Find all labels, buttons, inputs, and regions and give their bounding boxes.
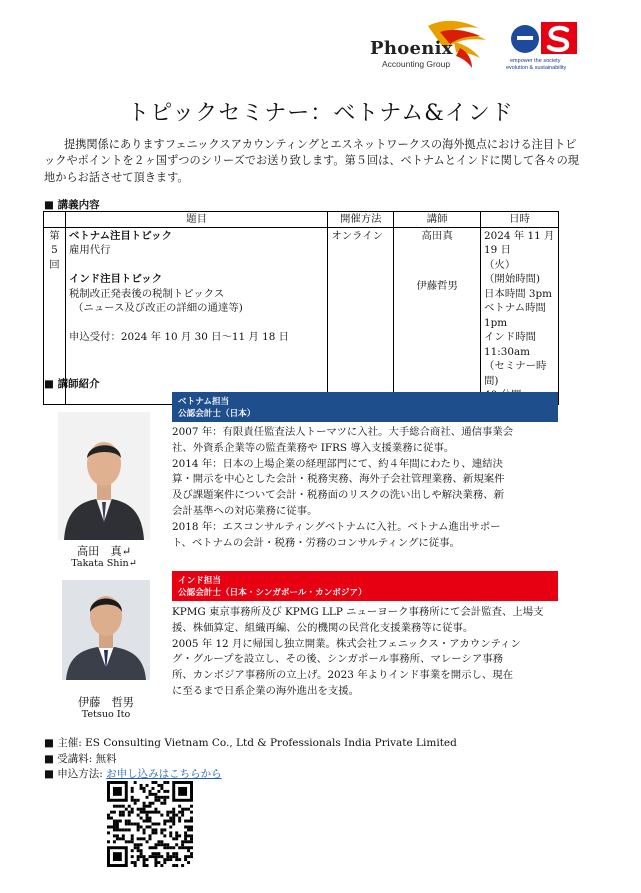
speaker1-region: ベトナム担当 xyxy=(178,396,230,406)
topic1-sub: 雇用代行 xyxy=(68,244,111,256)
speaker1-bio: 2007 年：有限責任監査法人トーマツに入社。大手総合商社、通信事業会 社、外資系企業等の監査業務や IFRS 導入支援業務に従事。 2014 年：日本の上場企業の経理部門にて、約４年間にわたり、連結決 算・開示を中心とした会計・税務実務、海外子会社管理業務、新規案件 及び課題案件について会計・税務面のリスクの洗い出しや解決業務、新 会計基準への対応業務に従事。 2018 年：エスコンサルティングベトナムに入社。ベトナム進出サポー ト、ベトナムの会計・税務・労務のコンサルティングに従事。 xyxy=(172,426,514,549)
speaker1-name-en: Takata Shin↵ xyxy=(71,558,137,569)
qr-code-icon[interactable] xyxy=(106,781,194,867)
lecture-table xyxy=(43,211,559,405)
header-empty xyxy=(44,212,66,228)
es-tagline-1: empower the society xyxy=(510,58,561,64)
header-lecturer: 講師 xyxy=(394,212,481,228)
speaker1-header-bar xyxy=(172,392,558,422)
speaker2-name-en: Tetsuo Ito xyxy=(81,709,131,720)
topic2-title: インド注目トピック xyxy=(68,273,163,285)
page-title: トピックセミナー：ベトナム&インド xyxy=(127,101,514,126)
speaker2-portrait xyxy=(62,580,150,680)
topic2-sub2: （ニュース及び改正の詳細の通達等) xyxy=(72,302,243,314)
speaker2-region: インド担当 xyxy=(178,575,221,585)
session-number: 第 5 回 xyxy=(44,227,66,404)
fee-line: ■ 受講料: 無料 xyxy=(44,752,604,768)
topic2-sub1: 税制改正発表後の税制トピックス xyxy=(68,287,225,300)
speaker1-photo xyxy=(58,412,150,540)
phoenix-logo-subtitle: Accounting Group xyxy=(382,59,451,69)
topic-cell xyxy=(65,227,327,404)
table-header-row xyxy=(44,212,559,228)
lecturer-1: 高田真 xyxy=(421,229,453,242)
speaker1-portrait xyxy=(58,412,150,540)
apply-line: ■ 申込方法: お申し込みはこちらから xyxy=(44,767,604,783)
speaker2-header-bar xyxy=(172,571,558,601)
lecturer-2: 伊藤哲男 xyxy=(416,280,458,292)
lecturer-cell xyxy=(394,227,481,404)
apply-link[interactable]: お申し込みはこちらから xyxy=(106,768,222,780)
section-speakers-label: ■ 講師紹介 xyxy=(44,376,100,391)
section-lecture-label: ■ 講義内容 xyxy=(44,197,100,212)
header-method: 開催方法 xyxy=(328,212,394,228)
speaker1-name-jp: 高田 真↵ xyxy=(76,545,132,558)
intro-paragraph: 提携関係にありますフェニックスアカウンティングとエスネットワークスの海外拠点における注目トピックやポイントを２ヶ国ずつのシリーズでお送り致します。第５回は、ベトナムとインドに関して各々の現地からお話させて頂きます。 xyxy=(44,138,579,184)
speaker2-photo xyxy=(62,580,150,680)
footer-info xyxy=(44,736,604,783)
speaker2-title: 公認会計士（日本・シンガポール・カンボジア） xyxy=(178,587,367,597)
header-topic: 題目 xyxy=(65,212,327,228)
speaker2-bio: KPMG 東京事務所及び KPMG LLP ニューヨーク事務所にて会計監査、上場支 援、株価算定、組織再編、公的機関の民営化支援業務等に従事。 2005 年 12 月に帰国し独立開業。株式会社フェニックス・アカウンティン グ・グループを設立し、その後、シンガポール事務所、マレーシア事務 所、カンボジア事務所の立上げ。2023 年よりインド事業を開示し、現在 に至るまで日系企業の海外進出を支援。 xyxy=(172,606,544,697)
apply-period: 申込受付：2024 年 10 月 30 日～11 月 18 日 xyxy=(68,331,290,343)
header-datetime: 日時 xyxy=(481,212,559,228)
es-tagline-2: evolution & sustainability xyxy=(506,65,567,71)
phoenix-logo-name: Phoenix xyxy=(370,38,453,59)
speaker1-title: 公認会計士（日本） xyxy=(178,408,256,418)
organizer-line: ■ 主催: ES Consulting Vietnam Co., Ltd & Professionals India Private Limited xyxy=(44,736,604,752)
datetime-cell: 2024 年 11 月 19 日 （火） （開始時間) 日本時間 3pm ベトナム時間 1pm インド時間 11:30am （セミナー時間) xyxy=(481,227,559,404)
es-logo xyxy=(505,18,577,56)
speaker2-name-jp: 伊藤 哲男 xyxy=(78,696,134,709)
topic1-title: ベトナム注目トピック xyxy=(68,229,172,242)
table-row xyxy=(44,227,559,404)
method-cell: オンライン xyxy=(328,227,394,404)
